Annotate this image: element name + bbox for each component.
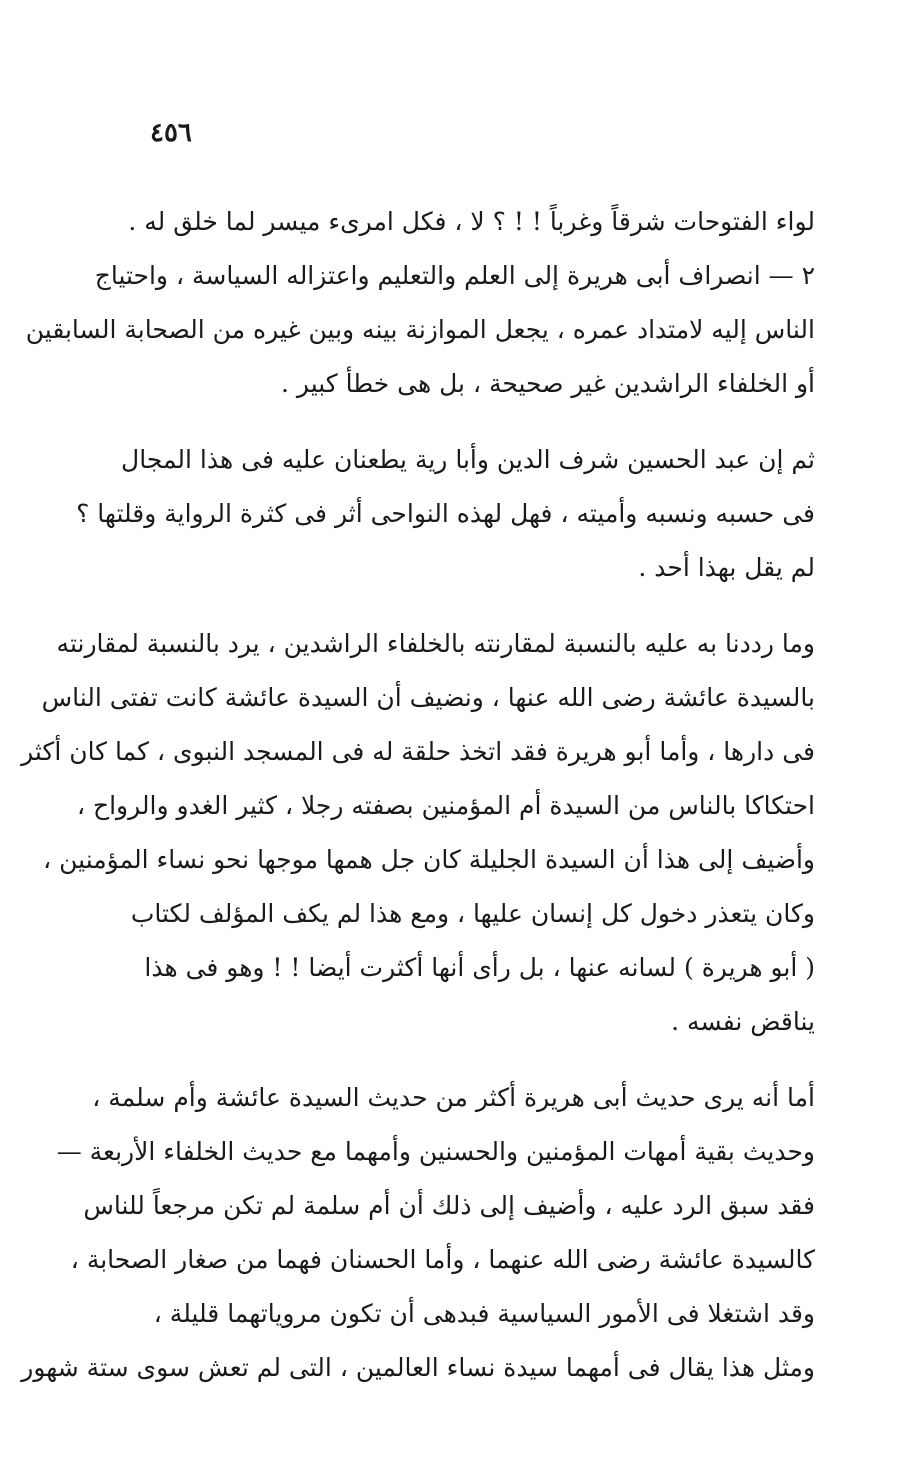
text-line: بالسيدة عائشة رضى الله عنها ، ونضيف أن السيدة عائشة كانت تفتى الناس bbox=[41, 683, 815, 712]
paragraph bbox=[128, 195, 815, 249]
text-line: فقد سبق الرد عليه ، وأضيف إلى ذلك أن أم سلمة لم تكن مرجعاً للناس bbox=[83, 1191, 815, 1220]
text-line: كالسيدة عائشة رضى الله عنهما ، وأما الحسنان فهما من صغار الصحابة ، bbox=[70, 1245, 815, 1274]
page-number: ٤٥٦ bbox=[150, 118, 192, 148]
text-line: لم يقل بهذا أحد . bbox=[638, 553, 815, 582]
text-line: لواء الفتوحات شرقاً وغرباً ! ! ؟ لا ، فكل امرىء ميسر لما خلق له . bbox=[128, 207, 815, 236]
text-line: ( أبو هريرة ) لسانه عنها ، بل رأى أنها أكثرت أيضا ! ! وهو فى هذا bbox=[144, 953, 815, 982]
text-line: وحديث بقية أمهات المؤمنين والحسنين وأمهما مع حديث الخلفاء الأربعة — bbox=[56, 1137, 815, 1166]
text-line: احتكاكا بالناس من السيدة أم المؤمنين بصفته رجلا ، كثير الغدو والرواح ، bbox=[76, 791, 815, 820]
paragraph bbox=[76, 433, 815, 595]
text-line: وما رددنا به عليه بالنسبة لمقارنته بالخلفاء الراشدين ، يرد بالنسبة لمقارنته bbox=[56, 629, 815, 658]
paragraph bbox=[25, 249, 815, 411]
text-line: وأضيف إلى هذا أن السيدة الجليلة كان جل همها موجها نحو نساء المؤمنين ، bbox=[43, 845, 815, 874]
text-line: وقد اشتغلا فى الأمور السياسية فبدهى أن تكون مروياتهما قليلة ، bbox=[153, 1299, 815, 1328]
text-line: فى دارها ، وأما أبو هريرة فقد اتخذ حلقة له فى المسجد النبوى ، كما كان أكثر bbox=[21, 737, 815, 766]
body-text bbox=[21, 195, 815, 1395]
paragraph bbox=[21, 617, 815, 1049]
text-line: أو الخلفاء الراشدين غير صحيحة ، بل هى خطأ كبير . bbox=[281, 369, 815, 398]
text-line: الناس إليه لامتداد عمره ، يجعل الموازنة بينه وبين غيره من الصحابة السابقين bbox=[25, 315, 815, 344]
text-line: وكان يتعذر دخول كل إنسان عليها ، ومع هذا لم يكف المؤلف لكتاب bbox=[130, 899, 815, 928]
text-line: ومثل هذا يقال فى أمهما سيدة نساء العالمين ، التى لم تعش سوى ستة شهور bbox=[21, 1353, 815, 1382]
text-line: ثم إن عبد الحسين شرف الدين وأبا رية يطعنان عليه فى هذا المجال bbox=[121, 445, 815, 474]
paragraph bbox=[21, 1071, 815, 1395]
text-line: أما أنه يرى حديث أبى هريرة أكثر من حديث السيدة عائشة وأم سلمة ، bbox=[92, 1083, 815, 1112]
text-line: فى حسبه ونسبه وأميته ، فهل لهذه النواحى أثر فى كثرة الرواية وقلتها ؟ bbox=[76, 499, 815, 528]
text-line: ٢ — انصراف أبى هريرة إلى العلم والتعليم واعتزاله السياسة ، واحتياج bbox=[94, 261, 815, 290]
text-line: يناقض نفسه . bbox=[671, 1007, 815, 1036]
